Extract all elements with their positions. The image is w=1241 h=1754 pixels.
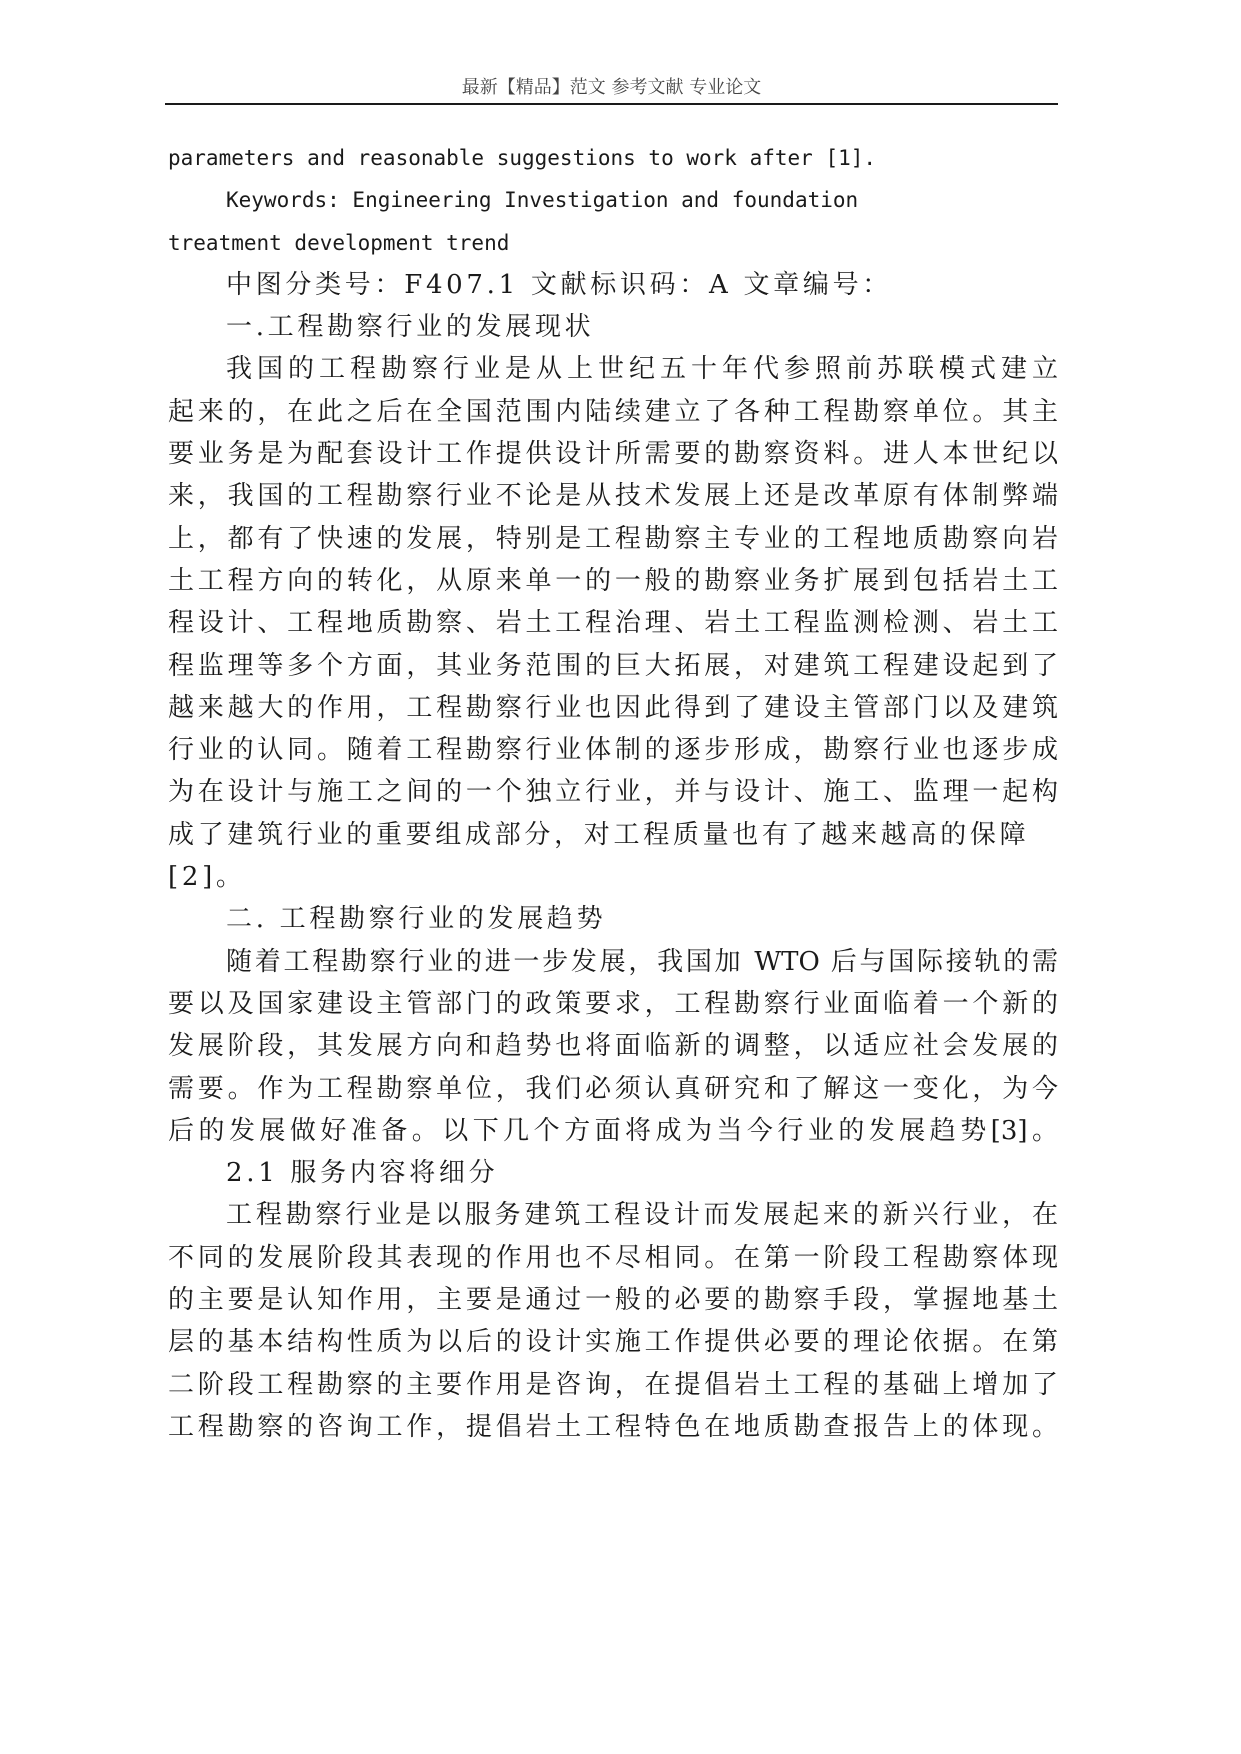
paragraph-line: 土工程方向的转化，从原来单一的一般的勘察业务扩展到包括岩土工 [168, 565, 1058, 596]
paragraph-line: 要业务是为配套设计工作提供设计所需要的勘察资料。进人本世纪以 [168, 439, 1058, 470]
paragraph-line: 后的发展做好准备。以下几个方面将成为当今行业的发展趋势[3]。 [168, 1115, 1058, 1146]
paragraph-line: 我国的工程勘察行业是从上世纪五十年代参照前苏联模式建立 [226, 354, 1058, 385]
paragraph-line: 行业的认同。随着工程勘察行业体制的逐步形成，勘察行业也逐步成 [168, 735, 1058, 766]
paragraph-line: 不同的发展阶段其表现的作用也不尽相同。在第一阶段工程勘察体现 [168, 1242, 1058, 1273]
paragraph-line: 程监理等多个方面，其业务范围的巨大拓展，对建筑工程建设起到了 [168, 650, 1058, 681]
paragraph-line: 发展阶段，其发展方向和趋势也将面临新的调整，以适应社会发展的 [168, 1031, 1058, 1062]
paragraph-line: 层的基本结构性质为以后的设计实施工作提供必要的理论依据。在第 [168, 1327, 1058, 1358]
section-heading: 二. 工程勘察行业的发展趋势 [226, 904, 607, 935]
paragraph-line: 越来越大的作用，工程勘察行业也因此得到了建设主管部门以及建筑 [168, 692, 1058, 723]
header-rule [165, 103, 1058, 105]
document-body [168, 137, 1058, 1448]
classification-line: 中图分类号：F407.1 文献标识码：A 文章编号： [226, 269, 892, 300]
paragraph-line: 需要。作为工程勘察单位，我们必须认真研究和了解这一变化，为今 [168, 1073, 1058, 1104]
keywords-line: Keywords: Engineering Investigation and foundation [226, 188, 859, 213]
subsection-heading: 2.1 服务内容将细分 [226, 1158, 499, 1189]
section-heading: 一.工程勘察行业的发展现状 [226, 312, 595, 343]
paragraph-line: 为在设计与施工之间的一个独立行业，并与设计、施工、监理一起构 [168, 777, 1058, 808]
paragraph-line: 起来的，在此之后在全国范围内陆续建立了各种工程勘察单位。其主 [168, 396, 1058, 427]
paragraph-line: 二阶段工程勘察的主要作用是咨询，在提倡岩土工程的基础上增加了 [168, 1369, 1058, 1400]
paragraph-line: 随着工程勘察行业的进一步发展，我国加 WTO 后与国际接轨的需 [226, 946, 1058, 977]
keywords-line: treatment development trend [168, 230, 510, 255]
paragraph-line: 程设计、工程地质勘察、岩土工程治理、岩土工程监测检测、岩土工 [168, 608, 1058, 639]
page-header-title: 最新【精品】范文 参考文献 专业论文 [461, 77, 762, 98]
paragraph-line: 工程勘察的咨询工作，提倡岩土工程特色在地质勘查报告上的体现。 [168, 1411, 1058, 1442]
paragraph-line: 的主要是认知作用，主要是通过一般的必要的勘察手段，掌握地基土 [168, 1285, 1058, 1316]
paragraph-line: [2]。 [168, 862, 246, 893]
abstract-line: parameters and reasonable suggestions to work after [1]. [168, 146, 877, 170]
paragraph-line: 来，我国的工程勘察行业不论是从技术发展上还是改革原有体制弊端 [168, 481, 1058, 512]
paragraph-line: 工程勘察行业是以服务建筑工程设计而发展起来的新兴行业，在 [226, 1200, 1058, 1231]
paragraph-line: 上，都有了快速的发展，特别是工程勘察主专业的工程地质勘察向岩 [168, 523, 1058, 554]
paragraph-line: 成了建筑行业的重要组成部分，对工程质量也有了越来越高的保障 [168, 819, 1030, 850]
paragraph-line: 要以及国家建设主管部门的政策要求，工程勘察行业面临着一个新的 [168, 988, 1058, 1019]
